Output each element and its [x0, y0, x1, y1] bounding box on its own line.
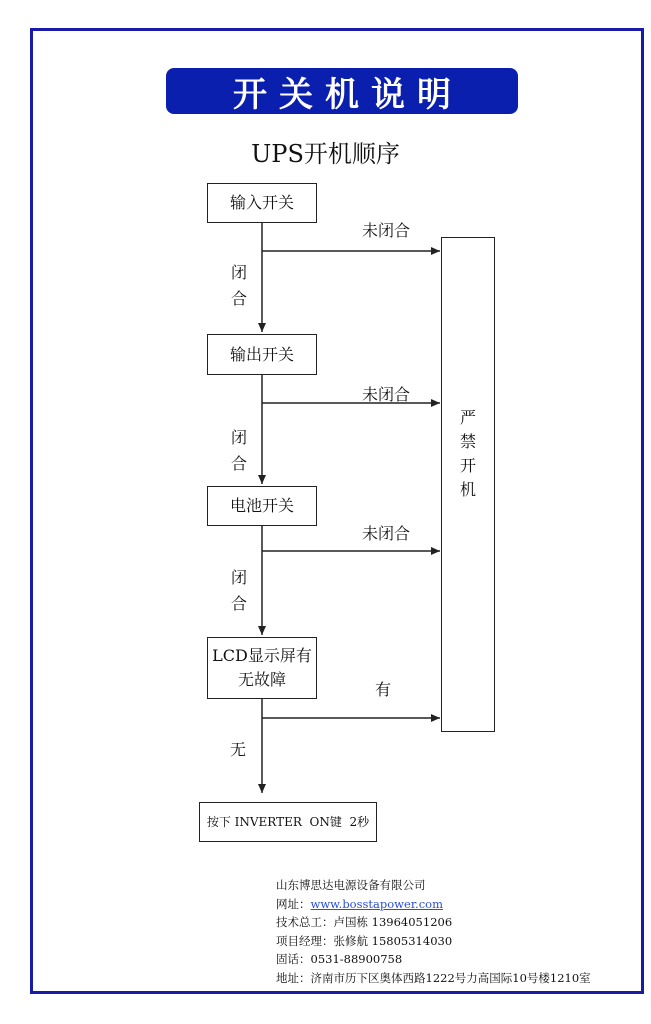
trunk-label-none: 无 [230, 740, 247, 759]
branch-label-not-closed-3: 未闭合 [362, 524, 411, 543]
label-char: 合 [230, 454, 247, 473]
label-char: 开 [459, 456, 476, 475]
step-label-line1: LCD显示屏有 [212, 646, 312, 665]
label-char: 闭 [230, 428, 247, 447]
step-lcd-check [207, 637, 317, 699]
step-label: 按下 INVERTER ON键 2秒 [206, 815, 370, 829]
step-label-line2: 无故障 [237, 670, 286, 689]
label-char: 闭 [230, 263, 247, 282]
step-press-inverter [199, 802, 377, 842]
branch-label-not-closed-1: 未闭合 [362, 221, 411, 240]
trunk-label-closed-2 [229, 425, 249, 477]
engineer-contact: 技术总工：卢国栋 13964051206 [276, 915, 453, 929]
website-link[interactable]: www.bosstapower.com [310, 896, 443, 911]
trunk-label-closed-3 [229, 565, 249, 617]
step-label: 输出开关 [229, 344, 294, 364]
forbidden-startup-text [442, 406, 494, 502]
label-char: 合 [230, 594, 247, 613]
trunk-label-closed-1 [229, 260, 249, 312]
address: 地址：济南市历下区奥体西路1222号力高国际10号楼1210室 [276, 970, 591, 985]
company-name: 山东博思达电源设备有限公司 [276, 878, 426, 892]
step-battery-switch [207, 486, 317, 526]
label-char: 机 [459, 480, 476, 499]
page-title: 开关机说明 [233, 74, 463, 115]
branch-label-not-closed-2: 未闭合 [362, 385, 411, 404]
branch-label-has: 有 [375, 680, 392, 699]
label-char: 合 [230, 289, 247, 308]
label-char: 闭 [230, 568, 247, 587]
landline-phone: 固话：0531-88900758 [276, 952, 403, 966]
website-label: 网址： [276, 896, 311, 911]
step-label: 电池开关 [229, 496, 294, 515]
manager-contact: 项目经理：张修航 15805314030 [276, 933, 453, 948]
website-row [276, 895, 591, 914]
contact-info [276, 876, 591, 987]
step-output-switch [207, 334, 317, 375]
forbidden-startup-box [441, 237, 495, 732]
label-char: 严 [459, 408, 476, 427]
flow-subtitle: UPS开机顺序 [251, 140, 400, 168]
step-label: 输入开关 [229, 193, 294, 212]
label-char: 禁 [459, 432, 476, 451]
step-input-switch [207, 183, 317, 223]
